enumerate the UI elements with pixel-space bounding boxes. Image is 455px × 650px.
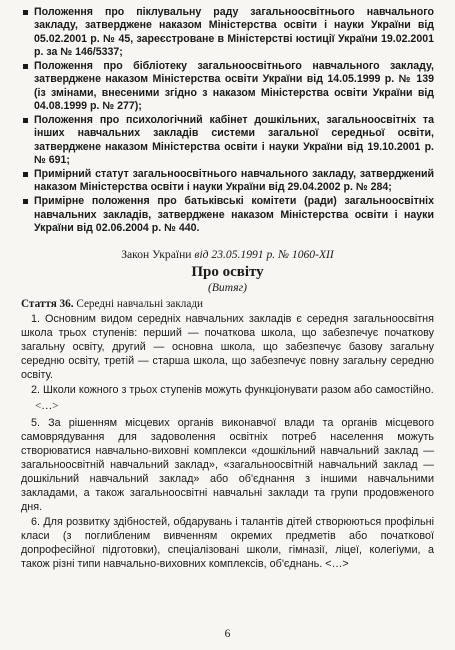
law-title: Про освіту (191, 264, 264, 281)
list-item (21, 114, 434, 168)
list-item-text: Примірне положення про батьківські комітети (ради) загальноосвітніх навчальних закладів, затверджене наказом Міністерства освіти і науки України від 02.06.2004 р. № 440. (34, 195, 434, 235)
article-paragraph: 5. За рішенням місцевих органів виконавчої влади та органів місцевого самоврядування для задоволення освітніх потреб населення можуть створюватися навчально-виховні комплекси «дошкільний навчальний заклад — загальноосвітній навчальний заклад», «загальноосвітній навчальний заклад — дошкільний навчальний заклад» або об'єднання з іншими навчальними закладами, а також загальноосвітні навчальні заклади та групи продовженого дня. (21, 416, 434, 513)
article-heading-text: Середні навчальні заклади (73, 298, 204, 311)
bullet-square-icon (23, 64, 28, 69)
regulations-list (21, 6, 434, 235)
list-item-text: Положення про психологічний кабінет дошкільних, загальноосвітніх та інших навчальних закладів системи загальної середньої освіти, затверджене наказом Міністерства освіти і науки України від 19.10.2001 р. № 691; (34, 114, 434, 167)
article-paragraph: 1. Основним видом середніх навчальних закладів є середня загальноосвітня школа трьох ступенів: перший — початкова школа, що забезпечує початкову загальну освіту, другий — основна школа, що забезпечує базову загальну середню освіту, третій — старша школа, що забезпечує повну загальну середню освіту. (21, 312, 434, 381)
list-item (21, 168, 434, 195)
bullet-square-icon (23, 199, 28, 204)
list-item-text: Примірний статут загальноосвітнього навчального закладу, затверджений наказом Міністерства освіти і науки України від 29.04.2002 р. № 284; (34, 168, 434, 194)
law-reference-detail: від 23.05.1991 р. № 1060-XII (194, 248, 334, 262)
bullet-square-icon (23, 118, 28, 123)
bullet-square-icon (23, 172, 28, 177)
list-item-text: Положення про бібліотеку загальноосвітнього навчального закладу, затверджене наказом Міністерства освіти України від 14.05.1999 р. № 139 (із змінами, внесеними згідно з наказом Міністерства освіти України від 04.08.1999 р. № 277); (34, 60, 434, 113)
omission-marker: <…> (35, 399, 59, 412)
law-reference (21, 248, 434, 261)
list-item (21, 195, 434, 235)
bullet-square-icon (23, 10, 28, 15)
list-item-text: Положення про піклувальну раду загальноосвітнього навчального закладу, затверджене наказом Міністерства освіти і науки України від 05.02.2001 р. № 45, зареєстроване в Міністерстві юстиції України 19.02.2001 р. за № 146/5337; (34, 6, 434, 59)
list-item (21, 6, 434, 60)
law-subtitle: (Витяг) (207, 281, 248, 295)
law-reference-prefix: Закон України (121, 248, 192, 262)
article-heading (21, 297, 434, 311)
article-label: Стаття 36. (21, 298, 74, 311)
article-paragraph: 2. Школи кожного з трьох ступенів можуть функціонувати разом або самостійно. (31, 384, 434, 397)
list-item (21, 60, 434, 114)
article-section (21, 297, 434, 571)
page-number: 6 (224, 628, 231, 640)
article-paragraph: 6. Для розвитку здібностей, обдарувань і талантів дітей створюються профільні класи (з поглибленим вивченням окремих предметів або початкової допрофесійної підготовки), спеціалізовані школи, гімназії, ліцеї, колегіуми, а також різні типи навчально-виховних комплексів, об'єднань. <…> (21, 516, 434, 571)
